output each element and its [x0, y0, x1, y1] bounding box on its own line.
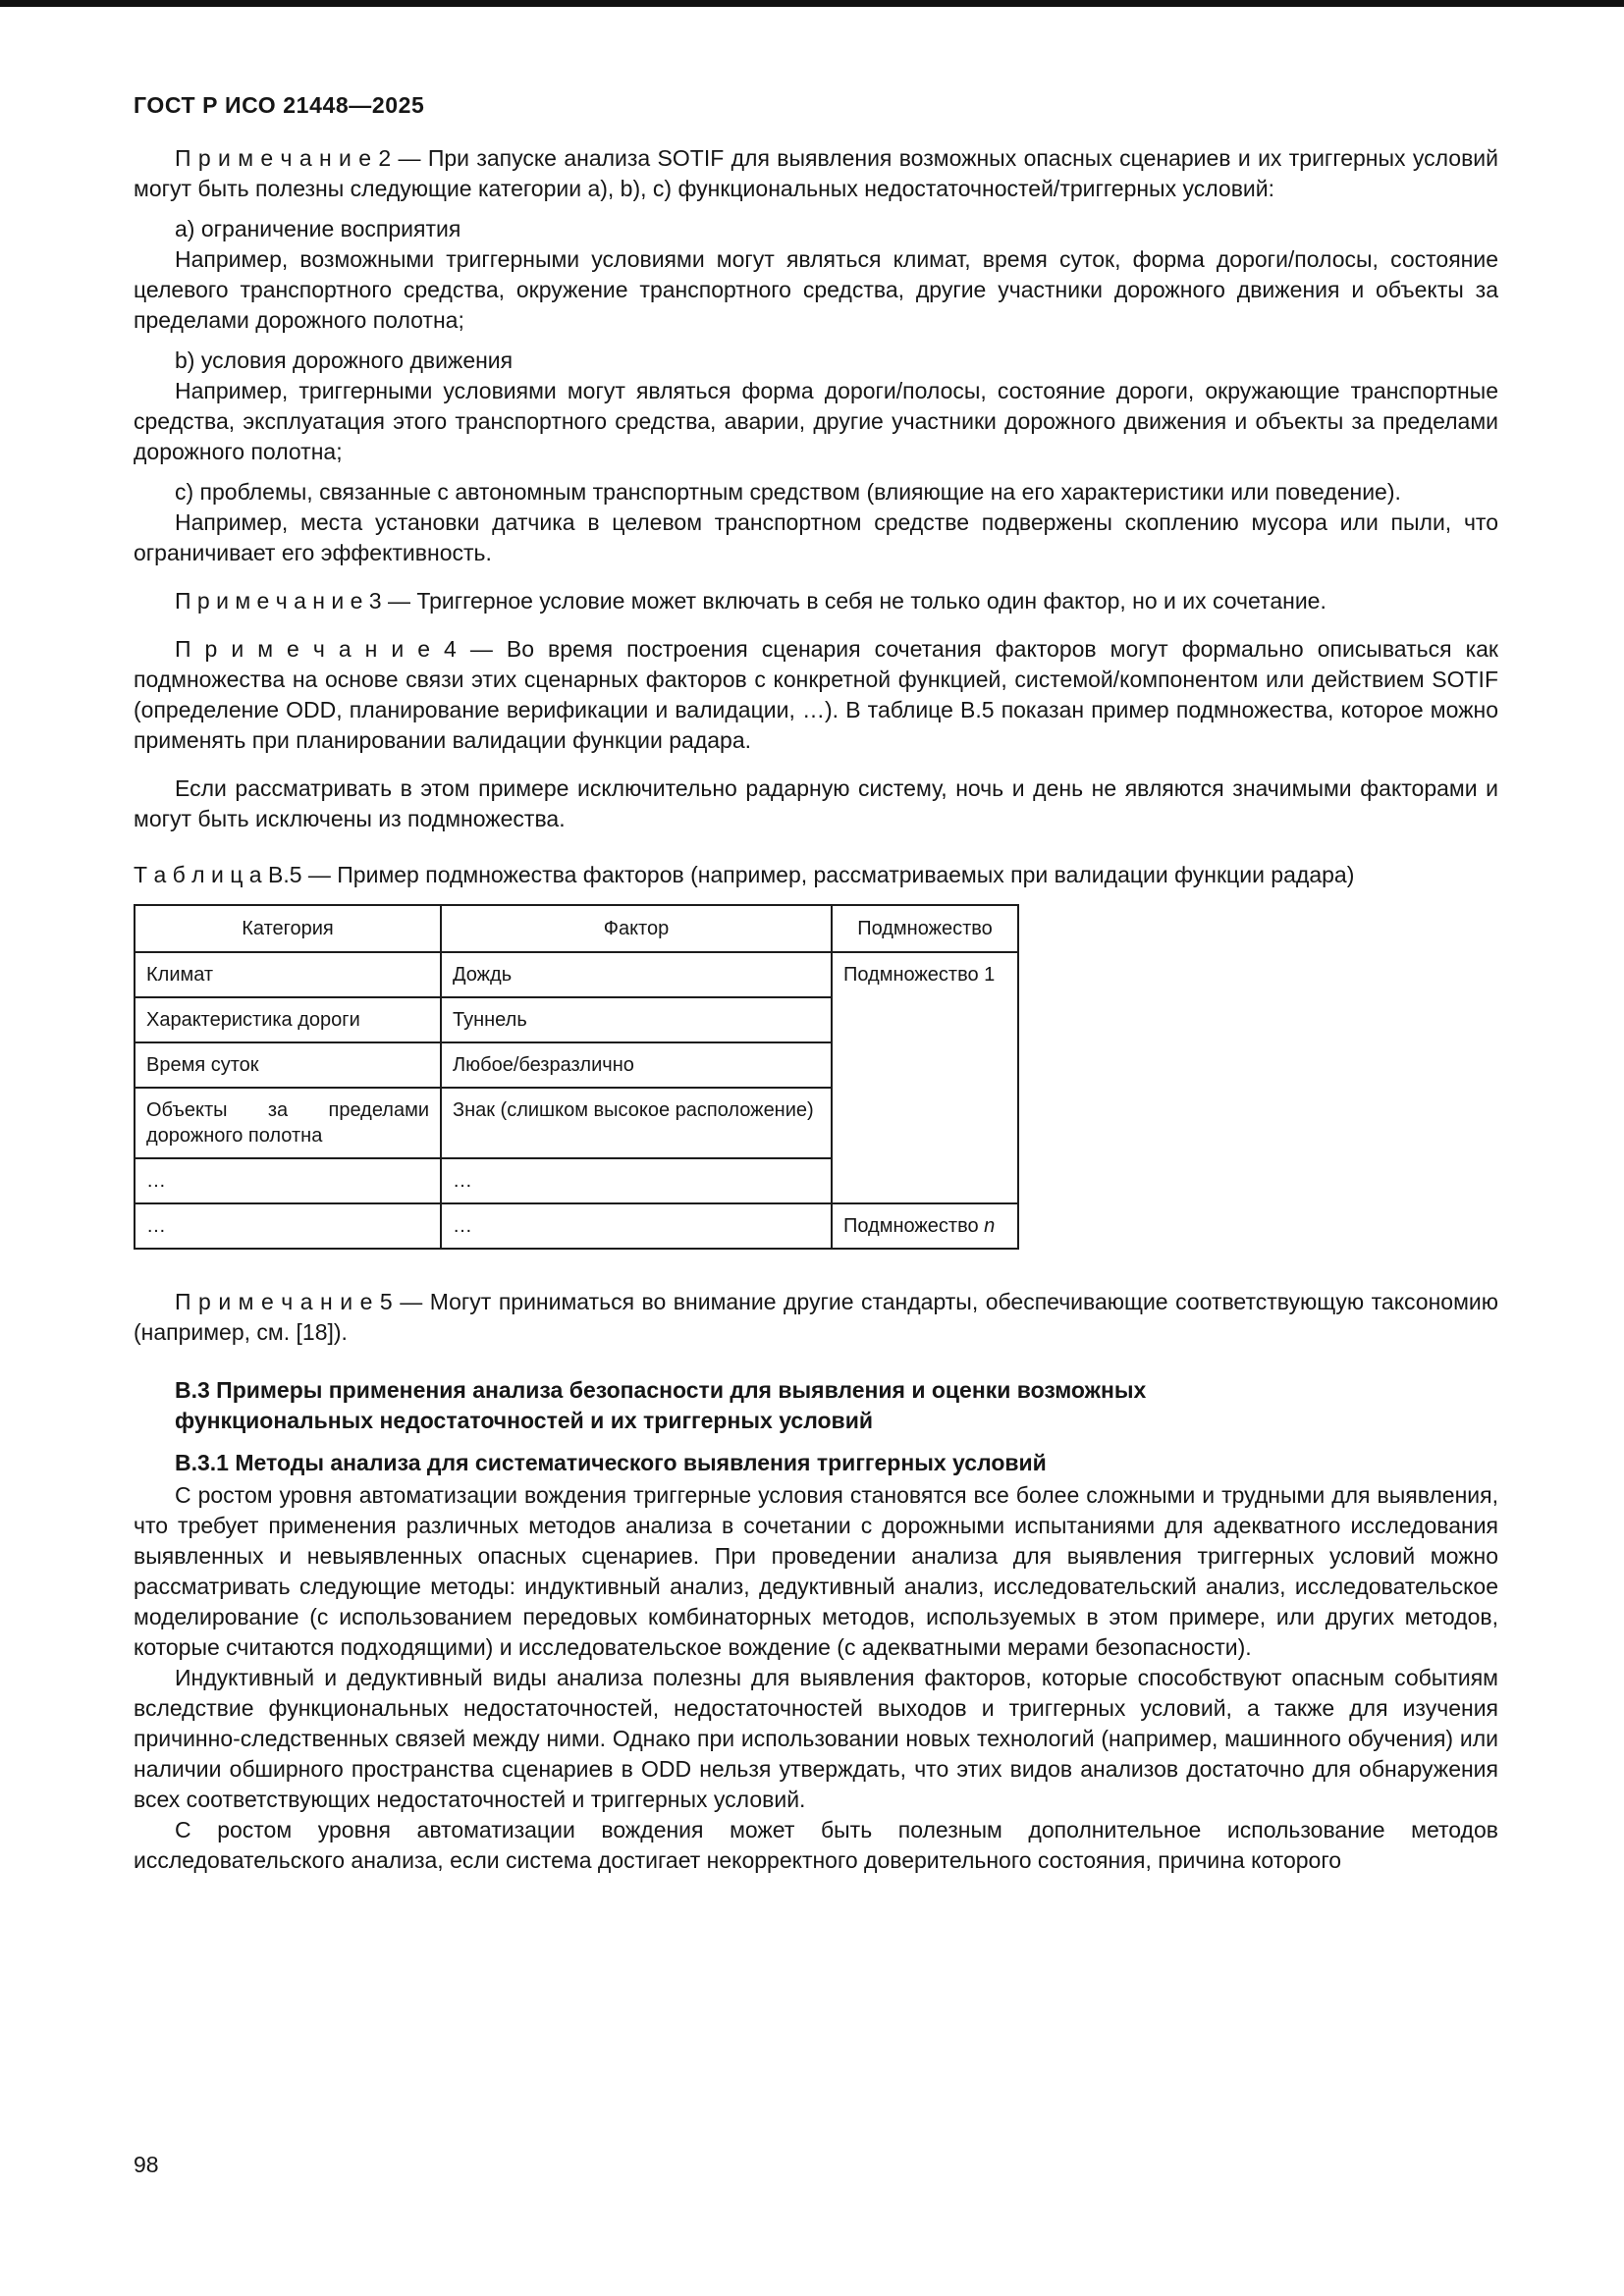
- subset-1-cell: Подмножество 1: [832, 952, 1018, 1203]
- cell-category: Характеристика дороги: [135, 997, 441, 1042]
- table-row: [135, 1203, 1018, 1249]
- subset-exclusion-paragraph: Если рассматривать в этом примере исключительно радарную систему, ночь и день не являются значимыми факторами и могут быть исключены из подмножества.: [134, 775, 1498, 831]
- note-5-paragraph: П р и м е ч а н и е 5 — Могут приниматься во внимание другие стандарты, обеспечивающие соответствующую таксономию (например, см. [18]).: [134, 1289, 1498, 1345]
- cell-category: Время суток: [135, 1042, 441, 1088]
- table-caption: Т а б л и ц а В.5 — Пример подмножества факторов (например, рассматриваемых при валидации функции радара): [134, 862, 1355, 887]
- body-paragraph-3: С ростом уровня автоматизации вождения может быть полезным дополнительное использование методов исследовательского анализа, если система достигает некорректного доверительного состояния, причина которого: [134, 1817, 1498, 1873]
- cell-factor: Дождь: [441, 952, 832, 997]
- table-header-row: [135, 905, 1018, 952]
- section-heading-b3: [134, 1375, 1498, 1436]
- factors-table: [134, 904, 1019, 1250]
- subset-n-cell: [832, 1203, 1018, 1249]
- list-item-b: b) условия дорожного движения: [175, 347, 514, 373]
- cell-category: Объекты за пределами дорожного полотна: [135, 1088, 441, 1158]
- cell-category: Климат: [135, 952, 441, 997]
- list-item-c: c) проблемы, связанные с автономным транспортным средством (влияющие на его характеристики или поведение).: [175, 479, 1401, 505]
- cell-factor: …: [441, 1158, 832, 1203]
- cell-factor: …: [441, 1203, 832, 1249]
- example-paragraph-a: Например, возможными триггерными условиями могут являться климат, время суток, форма дороги/полосы, состояние целевого транспортного средства, окружение транспортного средства, другие участники дорожного движения и объекты за пределами дорожного полотна;: [134, 246, 1498, 333]
- example-paragraph-b: Например, триггерными условиями могут являться форма дороги/полосы, состояние дороги, окружающие транспортные средства, эксплуатация этого транспортного средства, аварии, другие участники дорожного движения и объекты за пределами дорожного полотна;: [134, 378, 1498, 464]
- scan-artifact-bar: [0, 0, 1624, 7]
- col-header-subset: Подмножество: [832, 905, 1018, 952]
- cell-category: …: [135, 1203, 441, 1249]
- section-heading-b3-line1: В.3 Примеры применения анализа безопасности для выявления и оценки возможных: [175, 1377, 1147, 1403]
- section-heading-b3-line2: функциональных недостаточностей и их триггерных условий: [175, 1408, 873, 1433]
- col-header-category: Категория: [135, 905, 441, 952]
- cell-factor: Любое/безразлично: [441, 1042, 832, 1088]
- body-paragraph-1: С ростом уровня автоматизации вождения триггерные условия становятся все более сложными и трудными для выявления, что требует применения различных методов анализа в сочетании с дорожными испытаниями для адекватного исследования выявленных и невыявленных опасных сценариев. При проведении анализа для выявления триггерных условий можно рассматривать следующие методы: индуктивный анализ, дедуктивный анализ, исследовательский анализ, исследовательское моделирование (с использованием передовых комбинаторных методов, используемых в этом примере, или других методов, которые считаются подходящими) и исследовательское вождение (с адекватными мерами безопасности).: [134, 1482, 1498, 1660]
- page-number: 98: [134, 2152, 159, 2177]
- table-row: [135, 952, 1018, 997]
- note-4-paragraph: П р и м е ч а н и е 4 — Во время построения сценария сочетания факторов могут формально описываться как подмножества на основе связи этих сценарных факторов с конкретной функцией, системой/компонентом или действием SOTIF (определение ODD, планирование верификации и валидации, …). В таблице В.5 показан пример подмножества, которое можно применять при планировании валидации функции радара.: [134, 636, 1498, 753]
- body-paragraph-2: Индуктивный и дедуктивный виды анализа полезны для выявления факторов, которые способствуют опасным событиям вследствие функциональных недостаточностей, недостаточностей выходов и триггерных условий, а также для изучения причинно-следственных связей между ними. Однако при использовании новых технологий (например, машинного обучения) или наличии обширного пространства сценариев в ODD нельзя утверждать, что этих видов анализов достаточно для обнаружения всех соответствующих недостаточностей и триггерных условий.: [134, 1665, 1498, 1812]
- cell-factor: Знак (слишком высокое расположение): [441, 1088, 832, 1158]
- example-paragraph-c: Например, места установки датчика в целевом транспортном средстве подвержены скоплению мусора или пыли, что ограничивает его эффективность.: [134, 509, 1498, 565]
- note-2-paragraph: П р и м е ч а н и е 2 — При запуске анализа SOTIF для выявления возможных опасных сценариев и их триггерных условий могут быть полезны следующие категории a), b), c) функциональных недостаточностей/триггерных условий:: [134, 145, 1498, 201]
- cell-category: …: [135, 1158, 441, 1203]
- list-item-a: a) ограничение восприятия: [175, 216, 461, 241]
- note-3-paragraph: П р и м е ч а н и е 3 — Триггерное условие может включать в себя не только один фактор, но и их сочетание.: [175, 588, 1326, 614]
- page-content: [134, 143, 1498, 1876]
- col-header-factor: Фактор: [441, 905, 832, 952]
- section-heading-b31: В.3.1 Методы анализа для систематического выявления триггерных условий: [175, 1450, 1047, 1475]
- subset-n-symbol: n: [984, 1215, 996, 1237]
- running-header: ГОСТ Р ИСО 21448—2025: [134, 92, 425, 118]
- cell-factor: Туннель: [441, 997, 832, 1042]
- subset-n-label: Подмножество: [843, 1215, 979, 1237]
